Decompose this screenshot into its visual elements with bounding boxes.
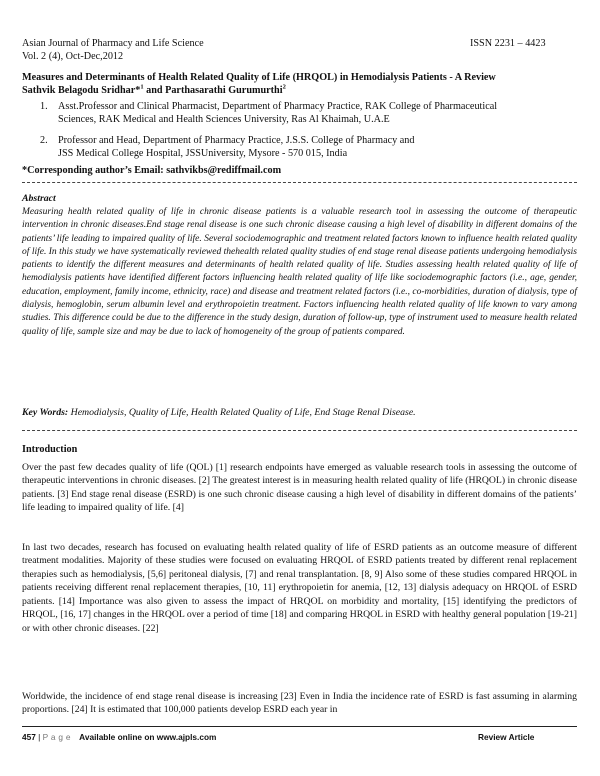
- affiliation-1-num: 1.: [40, 101, 48, 112]
- affiliation-2-line2: JSS Medical College Hospital, JSSUniversity, Mysore - 570 015, India: [58, 148, 348, 160]
- article-type: Review Article: [478, 732, 535, 742]
- author-1-sup: 1: [140, 83, 144, 91]
- author-2: Parthasarathi Gurumurthi: [165, 85, 283, 96]
- author-1: Sathvik Belagodu Sridhar*: [22, 85, 141, 96]
- affiliation-2: [58, 134, 588, 161]
- author-join: and: [143, 85, 166, 96]
- intro-paragraph-1: Over the past few decades quality of life (QOL) [1] research endpoints have emerged as valuable research tools in assessing the outcome of therapeutic interventions in chronic diseases. [2] The greatest interest is in measuring health related quality of life (HRQOL) in chronic disease patients. [3] End stage renal disease (ESRD) is one such chronic disease causing a high level of disability in different domains of the patients’ life leading to impaired quality of life. [4]: [22, 462, 577, 514]
- journal-name: Asian Journal of Pharmacy and Life Science: [22, 38, 204, 49]
- page-label: P a g e: [42, 732, 71, 742]
- divider-bottom: [22, 430, 577, 431]
- introduction-heading: Introduction: [22, 444, 78, 455]
- page-separator: |: [35, 732, 43, 742]
- affiliation-1-line1: Asst.Professor and Clinical Pharmacist, Department of Pharmacy Practice, RAK College of Pharmaceutical: [58, 101, 498, 112]
- corresponding-author: *Corresponding author’s Email: sathvikbs@rediffmail.com: [22, 165, 282, 176]
- footer-rule: [22, 726, 577, 727]
- divider-top: [22, 182, 577, 183]
- author-line: [22, 85, 286, 97]
- article-title: Measures and Determinants of Health Related Quality of Life (HRQOL) in Hemodialysis Patients - A Review: [22, 72, 496, 83]
- availability-text: Available online on www.ajpls.com: [79, 732, 217, 742]
- affiliation-2-line1: Professor and Head, Department of Pharmacy Practice, J.S.S. College of Pharmacy and: [58, 135, 415, 146]
- intro-paragraph-2: In last two decades, research has focused on evaluating health related quality of life of ESRD patients as an outcome measure of different treatment modalities. Majority of these studies were focused on evaluating HRQOL of ESRD patients treated by different renal replacement therapies such as hemodialysis, [5,6] peritoneal dialysis, [7] and renal transplantation. [8, 9] Also some of these studies compared HRQOL in patients receiving different renal replacement therapies, [10, 11] erythropoietin for anemia, [12, 13] dialysis adequacy on HRQOL of ESRD patients. [14] Importance was also given to assess the impact of HRQOL on morbidity and mortality, [15] identifying the predictors of HRQOL, [16, 17] changes in the HRQOL over a period of time [18] and comparing HRQOL in ESRD with healthy general population [19-21] or with other chronic diseases. [22]: [22, 542, 577, 634]
- keywords: [22, 407, 577, 418]
- affiliation-2-num: 2.: [40, 135, 48, 146]
- issn: ISSN 2231 – 4423: [470, 38, 546, 49]
- footer-left: [22, 732, 216, 742]
- affiliation-1: [58, 100, 588, 127]
- abstract-text: Measuring health related quality of life in chronic disease patients is a valuable research tool in assessing the outcome of therapeutic intervention in chronic diseases.End stage renal disease is one such chronic disease causing a high level of disability in different domains of the patients’ life leading to impaired quality of life. Several sociodemographic and treatment related factors known to influence health related quality of life. In this study we have systematically reviewed thehealth related quality studies of end stage renal disease patients undergoing hemodialysis patients to identify the different measures and determinants of health related quality of life. Studies assessing health related quality of life of hemodialysis patients have identified different factors influencing health related quality of life like sociodemographic factors (i.e., age, gender, education, employment, family income, ethnicity, race) and disease and treatment related factors (i.e., co-morbidities, duration of dialysis, type of dialysis, hemoglobin, serum albumin level and erythropoietin treatment. Factors influencing health related quality of life known to vary among studies. This difference could be due to the difference in the study design, duration of follow-up, type of instrument used to measure health related quality of life, sample size and may be due to lack of homogeneity of the group of patients compared.: [22, 207, 577, 337]
- intro-paragraph-3: Worldwide, the incidence of end stage renal disease is increasing [23] Even in India the incidence rate of ESRD is fast assuming in alarming proportions. [24] It is estimated that 100,000 patients develop ESRD each year in: [22, 691, 577, 716]
- keywords-label: Key Words:: [22, 407, 69, 418]
- abstract-heading: Abstract: [22, 193, 56, 204]
- author-2-sup: 2: [282, 83, 286, 91]
- volume-info: Vol. 2 (4), Oct-Dec,2012: [22, 51, 124, 62]
- keywords-list: Hemodialysis, Quality of Life, Health Related Quality of Life, End Stage Renal Disease.: [68, 407, 416, 418]
- page-number: 457: [22, 732, 36, 742]
- affiliation-1-line2: Sciences, RAK Medical and Health Sciences University, Ras Al Khaimah, U.A.E: [58, 114, 390, 126]
